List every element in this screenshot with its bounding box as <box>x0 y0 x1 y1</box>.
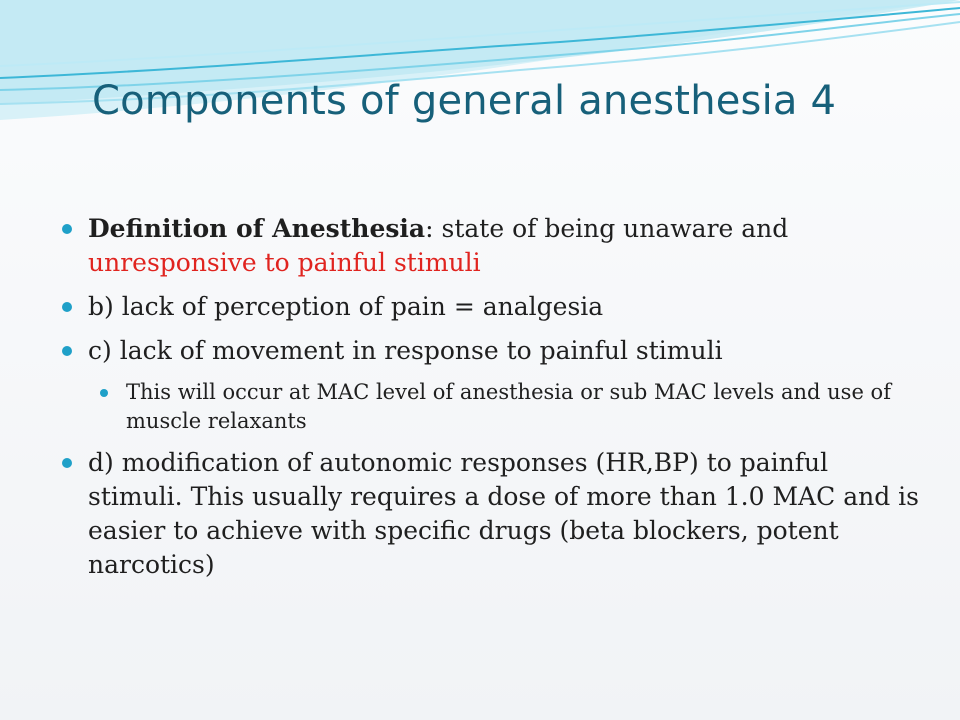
bullet-list <box>62 212 922 592</box>
bullet-movement: c) lack of movement in response to painful stimuli <box>62 334 922 368</box>
definition-term: Definition of Anesthesia <box>88 214 426 243</box>
bullet-analgesia: b) lack of perception of pain = analgesia <box>62 290 922 324</box>
slide-title: Components of general anesthesia 4 <box>92 78 837 124</box>
definition-highlight: unresponsive to painful stimuli <box>88 248 481 277</box>
definition-separator: : state of being unaware and <box>425 214 789 243</box>
bullet-definition <box>62 212 922 280</box>
sub-bullet-mac-level: This will occur at MAC level of anesthesia or sub MAC levels and use of muscle relaxants <box>100 378 922 436</box>
bullet-autonomic: d) modification of autonomic responses (HR,BP) to painful stimuli. This usually requires a dose of more than 1.0 MAC and is easier to achieve with specific drugs (beta blockers, potent narcotics) <box>62 446 922 582</box>
